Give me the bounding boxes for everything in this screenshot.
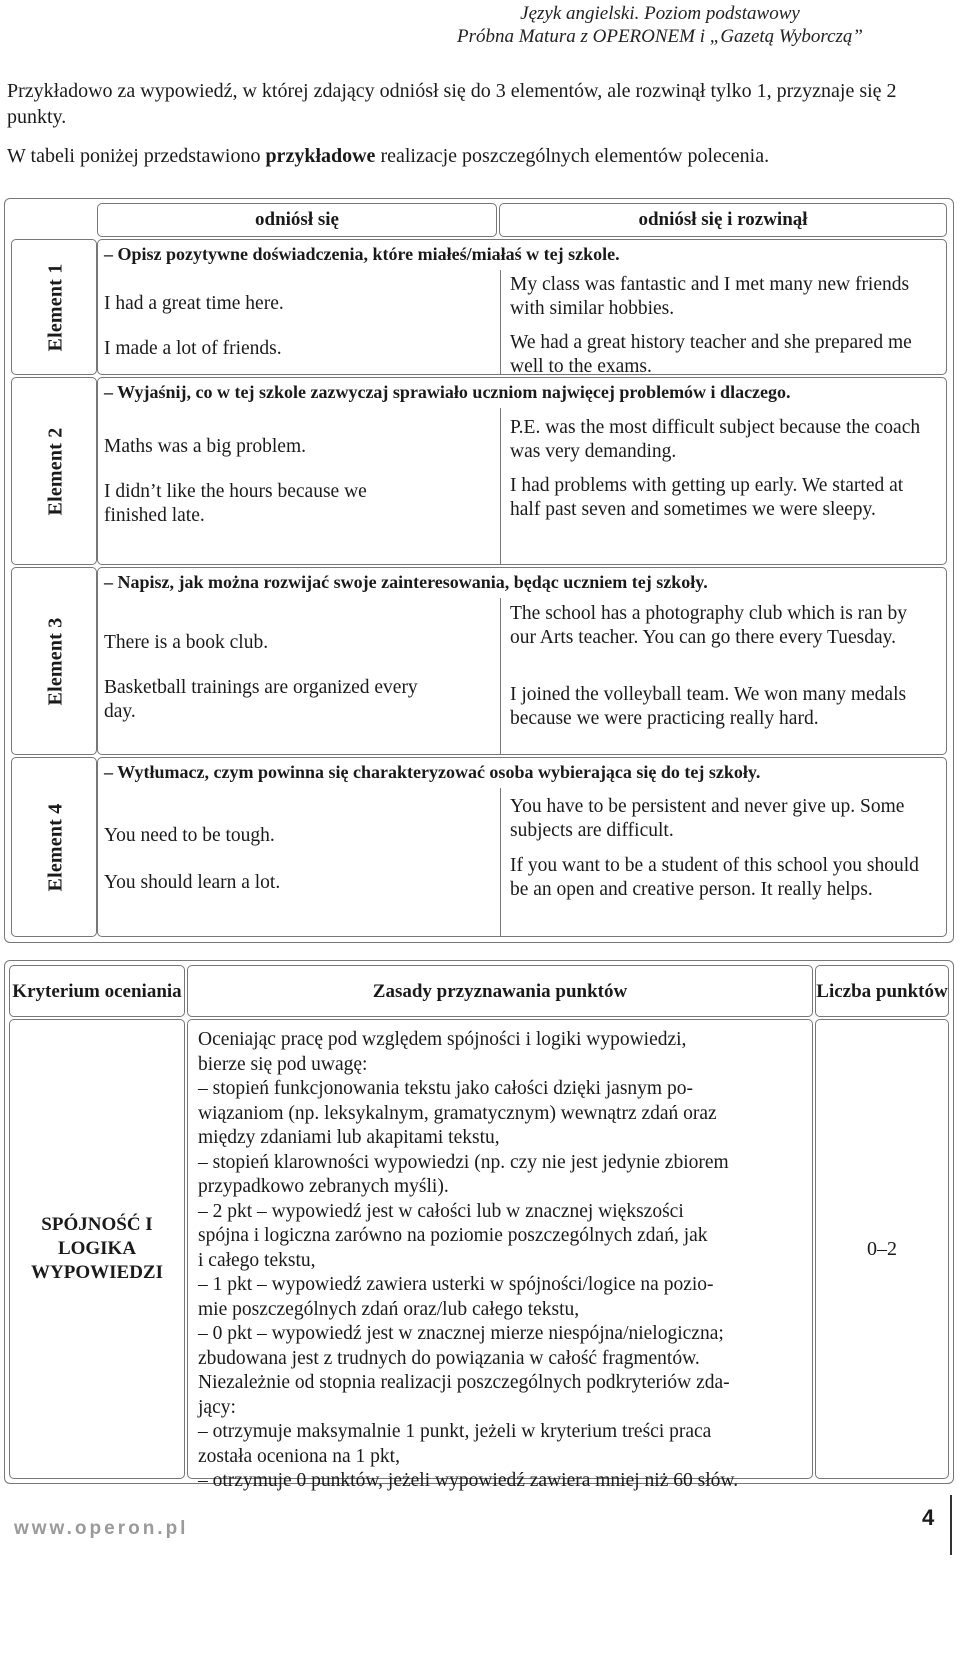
example-developed: I joined the volleyball team. We won many medals because we were practicing really hard. [510, 684, 907, 729]
element-prompt: – Wyjaśnij, co w tej szkole zazwyczaj sprawiało uczniom najwięcej problemów i dlaczego. [104, 382, 791, 402]
column-header-developed: odniósł się i rozwinął [499, 203, 947, 237]
intro-paragraph-1: Przykładowo za wypowiedź, w której zdający odniósł się do 3 elementów, ale rozwinął tylko 1, przyznaje się 2 punkty. [7, 80, 897, 128]
example-developed: You have to be persistent and never give up. Some subjects are difficult. [510, 796, 905, 841]
rules-line: i całego tekstu, [198, 1249, 316, 1271]
example-referred: I didn’t like the hours because we finished late. [104, 481, 367, 526]
header-line-2: Próbna Matura z OPERONEM i „Gazetą Wyborczą” [456, 26, 864, 47]
element-row [97, 377, 947, 565]
rules-line: bierze się pod uwagę: [198, 1053, 368, 1075]
rules-line: – stopień funkcjonowania tekstu jako całości dzięki jasnym po- [198, 1078, 693, 1099]
example-referred: Basketball trainings are organized every day. [104, 677, 418, 722]
element-row [97, 567, 947, 755]
rules-line: – 1 pkt – wypowiedź zawiera usterki w spójności/logice na pozio- [198, 1274, 714, 1295]
rules-line: – 2 pkt – wypowiedź jest w całości lub w znacznej większości [198, 1200, 684, 1222]
points-range: 0–2 [815, 1019, 949, 1479]
running-header [0, 2, 960, 48]
element-row [97, 239, 947, 375]
rules-line: – stopień klarowności wypowiedzi (np. czy nie jest jedynie zbiorem [198, 1151, 729, 1173]
header-criterion: Kryterium oceniania [9, 965, 185, 1017]
rules-text [198, 1028, 798, 1494]
element-label: Element 4 [44, 803, 67, 891]
example-referred: You need to be tough. [104, 825, 275, 846]
rules-line: Oceniając pracę pod względem spójności i logiki wypowiedzi, [198, 1029, 687, 1050]
element-label: Element 3 [44, 617, 67, 705]
header-line-1: Język angielski. Poziom podstawowy [520, 3, 800, 24]
element-label: Element 2 [44, 427, 67, 515]
example-referred: There is a book club. [104, 632, 269, 653]
criteria-table [4, 960, 954, 1491]
rules-line: została oceniona na 1 pkt, [198, 1445, 400, 1467]
example-referred: Maths was a big problem. [104, 436, 307, 457]
example-developed: If you want to be a student of this school you should be an open and creative person. It really helps. [510, 855, 919, 900]
element-prompt: – Napisz, jak można rozwijać swoje zainteresowania, będąc uczniem tej szkoły. [104, 572, 708, 592]
rules-line: między zdaniami lub akapitami tekstu, [198, 1127, 500, 1148]
rules-line: wiązaniom (np. leksykalnym, gramatycznym) wewnątrz zdań oraz [198, 1102, 717, 1124]
examples-table [4, 198, 954, 943]
rules-line: – otrzymuje 0 punktów, jeżeli wypowiedź zawiera mniej niż 60 słów. [198, 1470, 739, 1491]
footer-url-link[interactable]: www.operon.pl [14, 1518, 189, 1539]
rules-line: przypadkowo zebranych myśli). [198, 1176, 449, 1197]
element-prompt: – Wytłumacz, czym powinna się charakteryzować osoba wybierająca się do tej szkoły. [104, 762, 761, 782]
bold-word: przykładowe [265, 145, 376, 167]
header-rules: Zasady przyznawania punktów [187, 965, 813, 1017]
example-developed: My class was fantastic and I met many new friends with similar hobbies. [510, 274, 910, 319]
intro-paragraph-2: W tabeli poniżej przedstawiono przykładowe realizacje poszczególnych elementów polecenia. [7, 145, 770, 167]
rules-line: jący: [198, 1396, 236, 1418]
example-referred: I had a great time here. [104, 293, 284, 314]
example-developed: I had problems with getting up early. We started at half past seven and sometimes we were sleepy. [510, 475, 904, 520]
example-referred: You should learn a lot. [104, 872, 281, 893]
header-points: Liczba punktów [815, 965, 949, 1017]
element-label: Element 1 [44, 263, 67, 351]
criterion-name: SPÓJNOŚĆ I LOGIKA WYPOWIEDZI [9, 1019, 185, 1479]
example-referred: I made a lot of friends. [104, 338, 282, 359]
example-developed: P.E. was the most difficult subject because the coach was very demanding. [510, 417, 921, 462]
page-number: 4 [922, 1505, 935, 1530]
rules-line: – otrzymuje maksymalnie 1 punkt, jeżeli w kryterium treści praca [198, 1421, 712, 1442]
page-rule [950, 1495, 952, 1555]
rules-line: – 0 pkt – wypowiedź jest w znacznej mierze niespójna/nielogiczna; [198, 1323, 724, 1344]
element-row [97, 757, 947, 937]
rules-line: spójna i logiczna zarówno na poziomie poszczególnych zdań, jak [198, 1225, 708, 1246]
example-developed: We had a great history teacher and she prepared me well to the exams. [510, 332, 912, 377]
rules-cell [187, 1019, 813, 1491]
rules-line: zbudowana jest z trudnych do powiązania w całość fragmentów. [198, 1347, 700, 1369]
rules-line: mie poszczególnych zdań oraz/lub całego tekstu, [198, 1298, 580, 1320]
rules-line: Niezależnie od stopnia realizacji poszczególnych podkryteriów zda- [198, 1372, 730, 1393]
column-header-referred: odniósł się [97, 203, 497, 237]
element-prompt: – Opisz pozytywne doświadczenia, które miałeś/miałaś w tej szkole. [104, 244, 620, 264]
example-developed: The school has a photography club which is ran by our Arts teacher. You can go there every Tuesday. [510, 603, 907, 648]
